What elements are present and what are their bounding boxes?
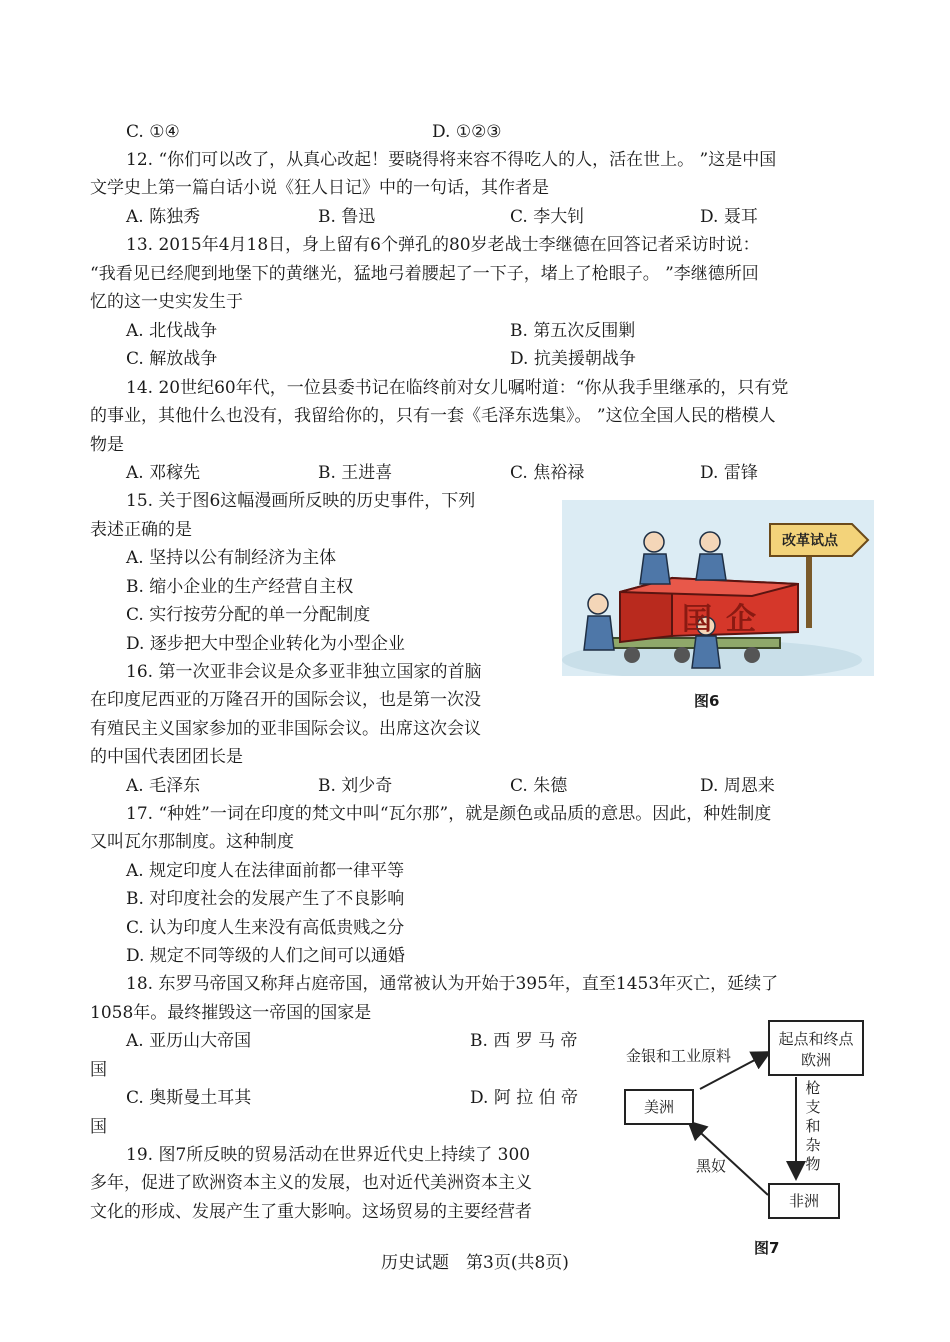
q15-option-a: A. 坚持以公有制经济为主体: [126, 548, 337, 568]
q13-stem-1: 13. 2015年4月18日，身上留有6个弹孔的80岁老战士李继德在回答记者采访时说：: [126, 235, 760, 255]
q17-stem-2: 又叫瓦尔那制度。这种制度: [90, 832, 294, 852]
q11-option-d: D. ①②③: [432, 122, 502, 142]
q13-option-a: A. 北伐战争: [126, 321, 218, 341]
q15-option-b: B. 缩小企业的生产经营自主权: [126, 577, 354, 597]
q12-stem-2: 文学史上第一篇白话小说《狂人日记》中的一句话，其作者是: [90, 178, 549, 198]
america-box: 美洲: [624, 1089, 694, 1125]
q16-stem-3: 有殖民主义国家参加的亚非国际会议。出席这次会议: [90, 719, 481, 739]
q13-option-b: B. 第五次反围剿: [510, 321, 636, 341]
label-slaves: 黑奴: [696, 1157, 727, 1175]
q14-stem-3: 物是: [90, 435, 124, 455]
q15-stem-2: 表述正确的是: [90, 520, 192, 540]
q18-option-b: B. 西 罗 马 帝: [470, 1031, 578, 1051]
q13-stem-2: “我看见已经爬到地堡下的黄继光，猛地弓着腰起了一下子，堵上了枪眼子。 ”李继德所回: [90, 264, 759, 284]
q18-option-c: C. 奥斯曼土耳其: [126, 1088, 252, 1108]
q15-stem-1: 15. 关于图6这幅漫画所反映的历史事件，下列: [126, 491, 476, 511]
europe-box-line2: 欧洲: [800, 1051, 831, 1069]
q16-option-a: A. 毛泽东: [126, 776, 201, 796]
q19-stem-3: 文化的形成、发展产生了重大影响。这场贸易的主要经营者: [90, 1202, 532, 1222]
cartoon-illustration: [562, 500, 874, 676]
q12-option-a: A. 陈独秀: [126, 207, 201, 227]
q13-stem-3: 忆的这一史实发生于: [90, 292, 243, 312]
europe-box: [768, 1020, 864, 1076]
figure-7-caption: 图7: [754, 1239, 780, 1257]
q14-stem-2: 的事业，其他什么也没有，我留给你的，只有一套《毛泽东选集》。 ”这位全国人民的楷模人: [90, 406, 776, 426]
q18-option-b-wrap: 国: [90, 1060, 107, 1080]
q12-stem-1: 12. “你们可以改了，从真心改起！要晓得将来容不得吃人的人，活在世上。 ”这是中国: [126, 150, 777, 170]
q12-option-b: B. 鲁迅: [318, 207, 376, 227]
q16-stem-2: 在印度尼西亚的万隆召开的国际会议，也是第一次没: [90, 690, 481, 710]
q19-stem-2: 多年，促进了欧洲资本主义的发展，也对近代美洲资本主义: [90, 1173, 532, 1193]
q17-option-b: B. 对印度社会的发展产生了不良影响: [126, 889, 405, 909]
q16-stem-4: 的中国代表团团长是: [90, 747, 243, 767]
label-gold-silver: 金银和工业原料: [626, 1047, 732, 1065]
q18-option-d: D. 阿 拉 伯 帝: [470, 1088, 579, 1108]
q17-stem-1: 17. “种姓”一词在印度的梵文中叫“瓦尔那”，就是颜色或品质的意思。因此，种姓制度: [126, 804, 772, 824]
label-guns: 枪支和杂物: [805, 1079, 821, 1173]
q15-option-d: D. 逐步把大中型企业转化为小型企业: [126, 634, 405, 654]
q12-option-c: C. 李大钊: [510, 207, 585, 227]
q16-option-b: B. 刘少奇: [318, 776, 393, 796]
africa-box: 非洲: [768, 1183, 840, 1219]
q18-option-d-wrap: 国: [90, 1117, 107, 1137]
figure-6-caption: 图6: [694, 692, 720, 710]
q11-option-c: C. ①④: [126, 122, 180, 142]
q14-option-d: D. 雷锋: [700, 463, 758, 483]
q15-option-c: C. 实行按劳分配的单一分配制度: [126, 605, 371, 625]
q13-option-c: C. 解放战争: [126, 349, 218, 369]
q18-option-a: A. 亚历山大帝国: [126, 1031, 252, 1051]
q13-option-d: D. 抗美援朝战争: [510, 349, 636, 369]
europe-box-line1: 起点和终点: [778, 1030, 854, 1048]
q14-stem-1: 14. 20世纪60年代，一位县委书记在临终前对女儿嘱咐道：“你从我手里继承的，只有党: [126, 378, 789, 398]
q19-stem-1: 19. 图7所反映的贸易活动在世界近代史上持续了 300: [126, 1145, 531, 1165]
q14-option-b: B. 王进喜: [318, 463, 393, 483]
sign-text: 改革试点: [782, 533, 838, 549]
q17-option-c: C. 认为印度人生来没有高低贵贱之分: [126, 918, 405, 938]
page-footer: 历史试题 第3页(共8页): [381, 1253, 569, 1273]
q14-option-a: A. 邓稼先: [126, 463, 201, 483]
q18-stem-2: 1058年。最终摧毁这一帝国的国家是: [90, 1003, 372, 1023]
figure-6-cartoon: [562, 500, 874, 676]
figure-7-trade-diagram: [620, 1015, 870, 1240]
q16-option-c: C. 朱德: [510, 776, 568, 796]
q12-option-d: D. 聂耳: [700, 207, 758, 227]
q17-option-a: A. 规定印度人在法律面前都一律平等: [126, 861, 405, 881]
q16-stem-1: 16. 第一次亚非会议是众多亚非独立国家的首脑: [126, 662, 482, 682]
q17-option-d: D. 规定不同等级的人们之间可以通婚: [126, 946, 405, 966]
block-text: 国企: [682, 602, 770, 637]
q14-option-c: C. 焦裕禄: [510, 463, 585, 483]
q16-option-d: D. 周恩来: [700, 776, 775, 796]
q18-stem-1: 18. 东罗马帝国又称拜占庭帝国，通常被认为开始于395年，直至1453年灭亡，延续了: [126, 974, 779, 994]
